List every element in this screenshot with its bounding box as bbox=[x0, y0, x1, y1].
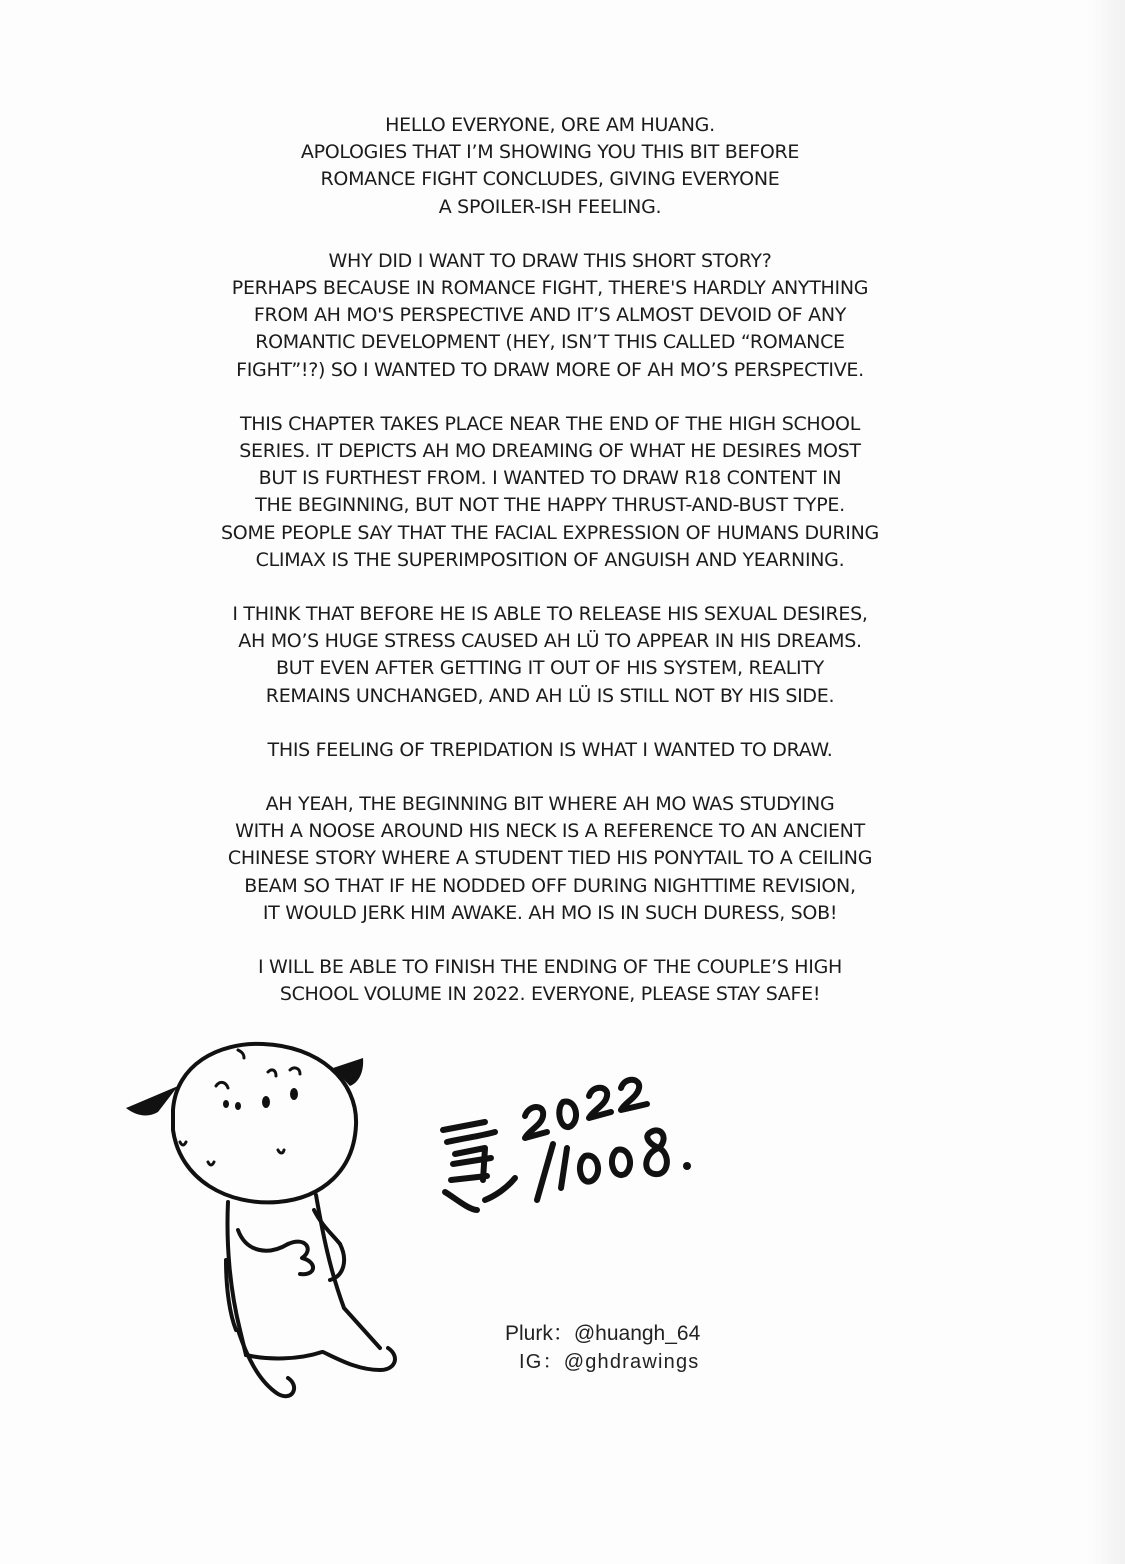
scan-shadow bbox=[1089, 0, 1125, 1564]
afterword-text bbox=[220, 112, 880, 1035]
paragraph-closing bbox=[220, 954, 880, 1008]
plurk-handle: Plurk：@huangh_64 bbox=[505, 1322, 701, 1345]
text-line: REMAINS UNCHANGED, AND AH LÜ IS STILL NOT BY HIS SIDE. bbox=[265, 684, 835, 707]
text-line: THIS FEELING OF TREPIDATION IS WHAT I WANTED TO DRAW. bbox=[267, 738, 833, 761]
text-line: A SPOILER-ISH FEELING. bbox=[438, 195, 662, 218]
text-line: SERIES. IT DEPICTS AH MO DREAMING OF WHAT HE DESIRES MOST bbox=[239, 440, 861, 463]
text-line: PERHAPS BECAUSE IN ROMANCE FIGHT, THERE'S HARDLY ANYTHING bbox=[231, 277, 869, 300]
text-line: THIS CHAPTER TAKES PLACE NEAR THE END OF THE HIGH SCHOOL bbox=[240, 412, 860, 435]
text-line: CLIMAX IS THE SUPERIMPOSITION OF ANGUISH AND YEARNING. bbox=[255, 548, 845, 571]
paragraph-noose bbox=[220, 791, 880, 927]
text-line: I THINK THAT BEFORE HE IS ABLE TO RELEASE HIS SEXUAL DESIRES, bbox=[232, 603, 868, 626]
text-line: SOME PEOPLE SAY THAT THE FACIAL EXPRESSION OF HUMANS DURING bbox=[221, 521, 879, 544]
ig-handle: IG：@ghdrawings bbox=[519, 1351, 700, 1373]
text-line: ROMANTIC DEVELOPMENT (HEY, ISN’T THIS CALLED “ROMANCE bbox=[255, 331, 845, 354]
cat-doodle-icon bbox=[118, 1030, 458, 1410]
handwritten-signature bbox=[425, 1060, 725, 1230]
contact-handles bbox=[505, 1320, 700, 1376]
text-line: HELLO EVERYONE, ORE AM HUANG. bbox=[385, 114, 715, 136]
text-line: CHINESE STORY WHERE A STUDENT TIED HIS PONYTAIL TO A CEILING bbox=[227, 847, 873, 870]
text-line: SCHOOL VOLUME IN 2022. EVERYONE, PLEASE STAY SAFE! bbox=[279, 983, 821, 1006]
text-line: THE BEGINNING, BUT NOT THE HAPPY THRUST-AND-BUST TYPE. bbox=[255, 494, 845, 517]
text-line: APOLOGIES THAT I’M SHOWING YOU THIS BIT BEFORE bbox=[300, 141, 800, 164]
text-line: I WILL BE ABLE TO FINISH THE ENDING OF THE COUPLE’S HIGH bbox=[258, 956, 842, 979]
text-line: AH MO’S HUGE STRESS CAUSED AH LÜ TO APPEAR IN HIS DREAMS. bbox=[238, 630, 862, 653]
text-line: IT WOULD JERK HIM AWAKE. AH MO IS IN SUCH DURESS, SOB! bbox=[262, 901, 838, 924]
paragraph-chapter bbox=[220, 411, 880, 574]
text-line: BEAM SO THAT IF HE NODDED OFF DURING NIGHTTIME REVISION, bbox=[244, 874, 856, 897]
paragraph-trepidation bbox=[220, 737, 880, 764]
paragraph-stress bbox=[220, 601, 880, 710]
paragraph-greeting bbox=[220, 112, 880, 221]
paragraph-why bbox=[220, 248, 880, 384]
text-line: WITH A NOOSE AROUND HIS NECK IS A REFERENCE TO AN ANCIENT bbox=[235, 820, 865, 843]
text-line: AH YEAH, THE BEGINNING BIT WHERE AH MO WAS STUDYING bbox=[265, 793, 835, 816]
text-line: BUT IS FURTHEST FROM. I WANTED TO DRAW R18 CONTENT IN bbox=[258, 467, 842, 490]
text-line: ROMANCE FIGHT CONCLUDES, GIVING EVERYONE bbox=[320, 168, 780, 191]
text-line: FIGHT”!?) SO I WANTED TO DRAW MORE OF AH MO’S PERSPECTIVE. bbox=[236, 358, 864, 381]
text-line: WHY DID I WANT TO DRAW THIS SHORT STORY? bbox=[328, 249, 772, 272]
text-line: FROM AH MO'S PERSPECTIVE AND IT’S ALMOST DEVOID OF ANY bbox=[253, 304, 847, 327]
text-line: BUT EVEN AFTER GETTING IT OUT OF HIS SYSTEM, REALITY bbox=[276, 657, 824, 680]
